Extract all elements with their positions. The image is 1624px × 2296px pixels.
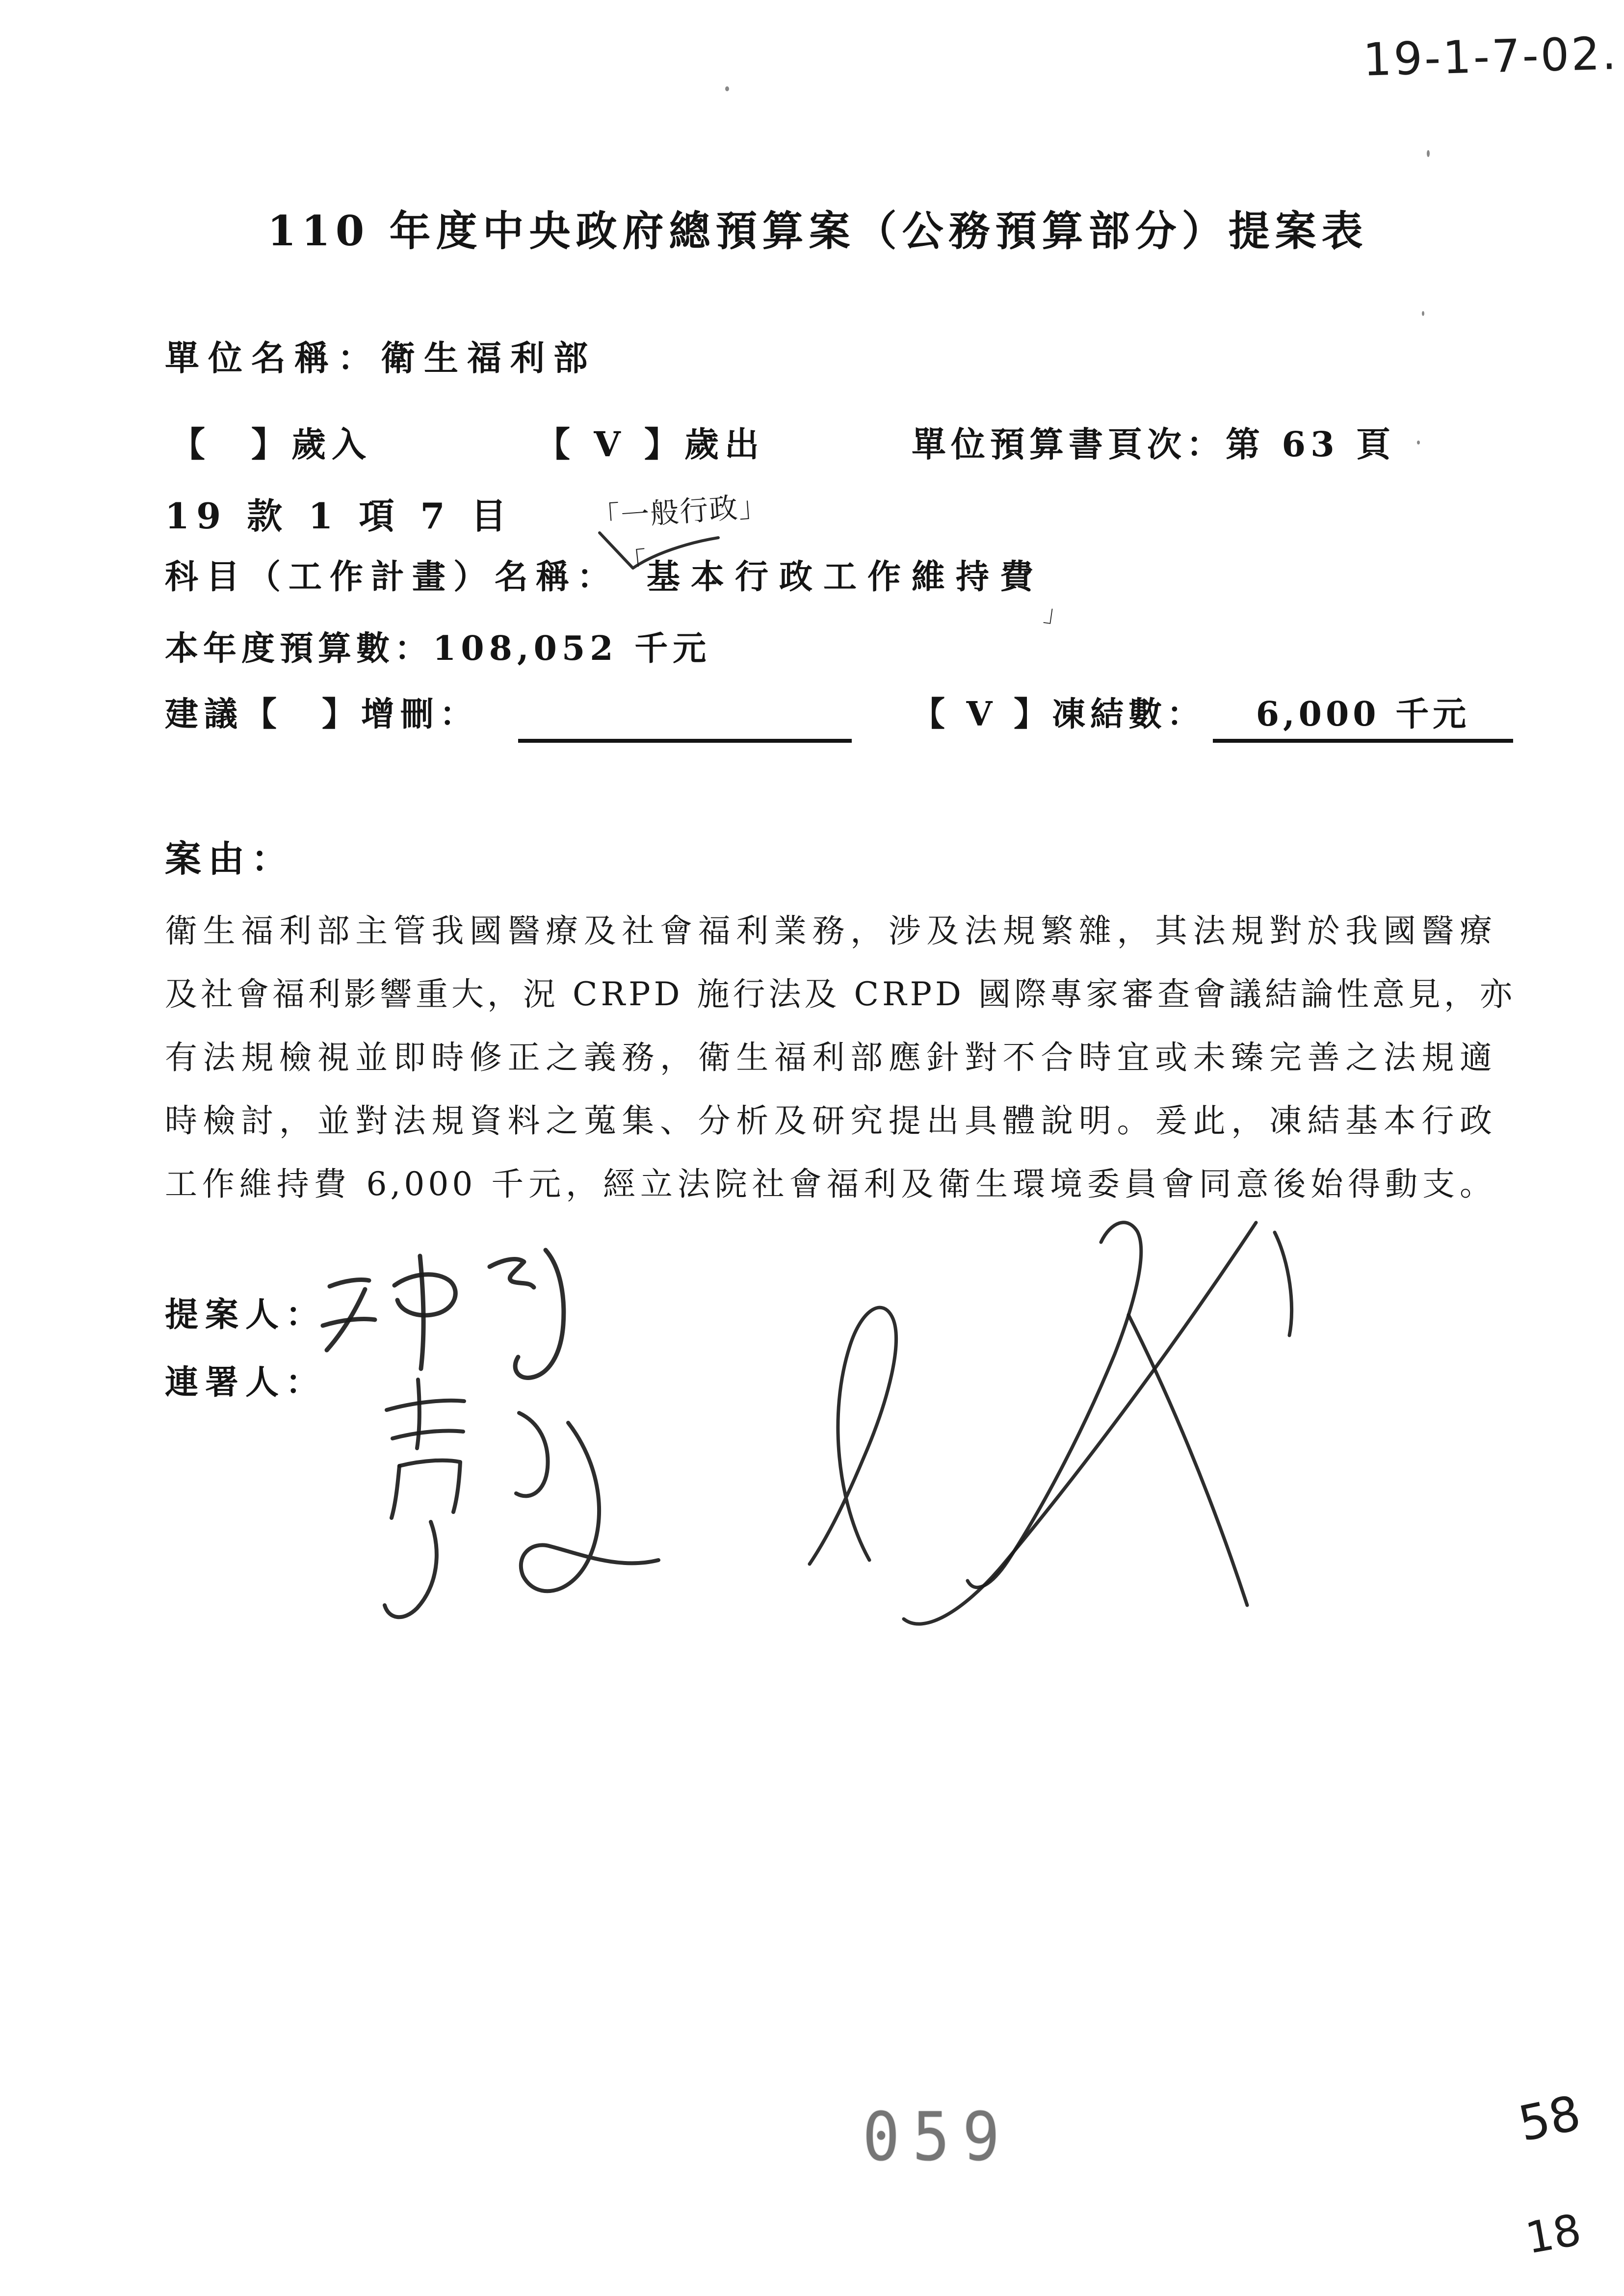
case-body-paragraph (165, 905, 1516, 1221)
cosigner-label: 連署人： (165, 1363, 326, 1402)
stamped-page-number: 059 (863, 2098, 1013, 2176)
cosigner-signature-1 (385, 1380, 658, 1617)
freeze-checkbox-label: 【 V 】凍結數： (912, 695, 1205, 734)
handwritten-close-quote: 」 (1042, 599, 1070, 630)
document-title: 110 年度中央政府總預算案（公務預算部分）提案表 (267, 207, 1368, 255)
case-line: 工作維持費 6,000 千元，經立法院社會福利及衛生環境委員會同意後始得動支。 (165, 1165, 1495, 1203)
handwritten-page-number-top: 58 (1514, 2085, 1586, 2153)
proposer-signature (323, 1250, 564, 1378)
scan-speck (725, 86, 729, 91)
scan-speck (1422, 311, 1424, 316)
handwritten-annotation: 「一般行政」 (590, 489, 769, 535)
expenditure-checkbox-checked: 【 V 】歲出 (536, 424, 765, 465)
handwritten-page-number-bottom: 18 (1521, 2204, 1585, 2264)
page-ref-value: 第 63 頁 (1226, 424, 1396, 465)
case-line: 有法規檢視並即時修正之義務，衛生福利部應針對不合時宜或未臻完善之法規適 (165, 1039, 1495, 1076)
unit-name-label: 單位名稱： (165, 338, 381, 378)
handwritten-open-quote: 「 (618, 546, 649, 581)
case-line: 時檢討，並對法規資料之蒐集、分析及研究提出具體說明。爰此，凍結基本行政 (165, 1102, 1495, 1140)
revenue-checkbox: 【 】歲入 (171, 424, 372, 465)
subject-label: 科目（工作計畫）名稱： (165, 557, 619, 597)
page-ref-label: 單位預算書頁次： (912, 424, 1226, 465)
budget-value: 108,052 千元 (433, 629, 711, 668)
budget-classification: 19 款 1 項 7 目 (165, 495, 513, 537)
current-year-budget-row (165, 622, 711, 670)
case-line: 及社會福利影響重大，況 CRPD 施行法及 CRPD 國際專家審查會議結論性意見，亦 (165, 975, 1516, 1013)
freeze-amount-underlined: 6,000 千元 (1213, 688, 1513, 743)
budget-book-page-ref (912, 417, 1395, 467)
scan-speck (1417, 441, 1420, 444)
case-line: 衛生福利部主管我國醫療及社會福利業務，涉及法規繁雜，其法規對於我國醫療 (165, 912, 1495, 950)
subject-value: 基本行政工作維持費 (647, 557, 1045, 597)
case-heading: 案由： (165, 838, 294, 880)
suggestion-blank-underline (518, 688, 852, 743)
budget-label: 本年度預算數： (165, 629, 433, 668)
scan-speck (1427, 150, 1430, 157)
cosigner-signature-2 (810, 1223, 1292, 1624)
unit-name-row (165, 331, 597, 380)
suggestion-label: 建議【 】增刪： (165, 695, 479, 734)
handwritten-file-code: 19-1-7-02. (1362, 27, 1619, 86)
proposer-label: 提案人： (165, 1295, 326, 1334)
unit-name-value: 衛生福利部 (381, 338, 597, 378)
